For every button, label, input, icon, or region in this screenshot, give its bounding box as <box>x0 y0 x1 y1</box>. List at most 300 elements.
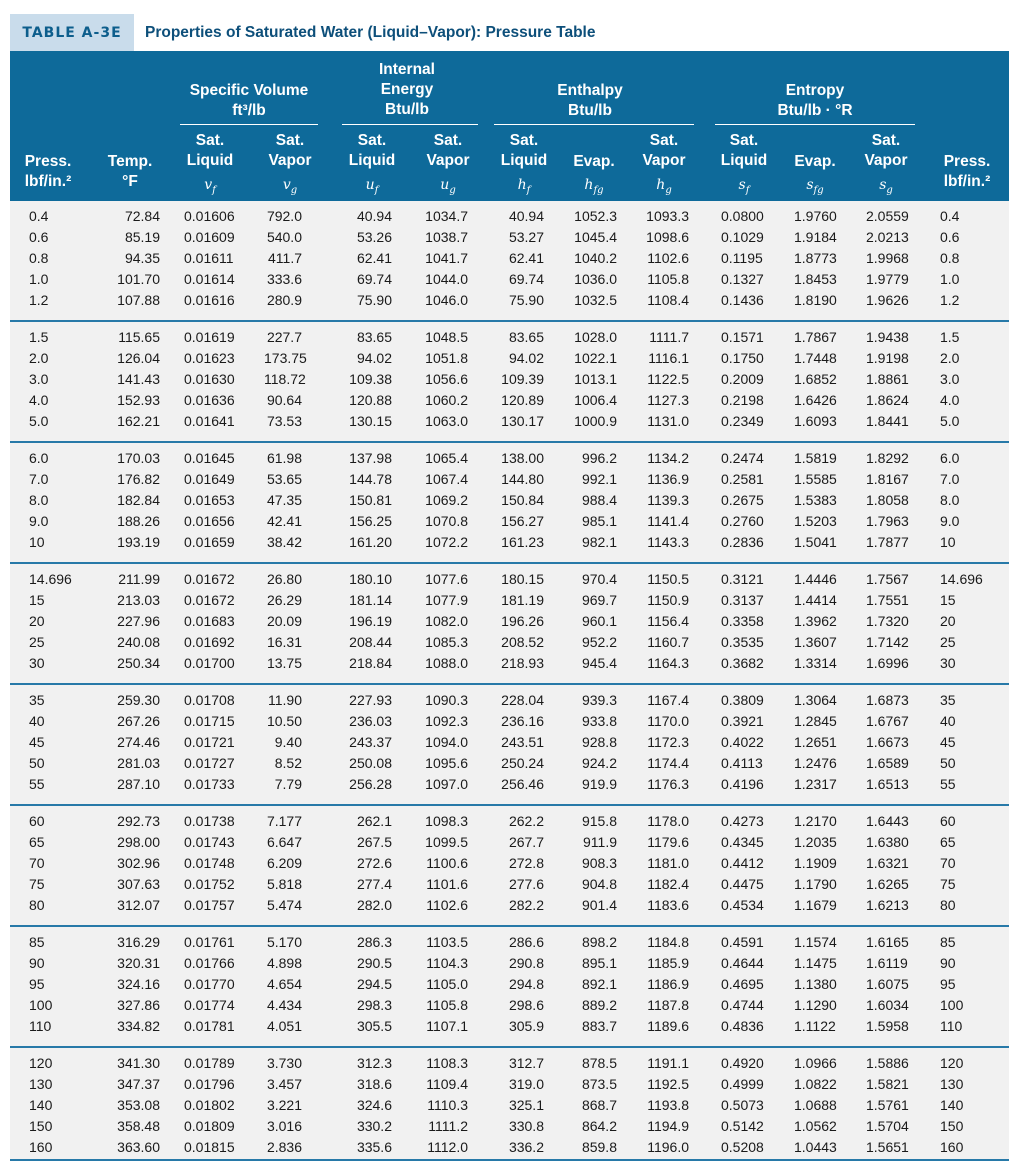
cell-temp: 298.00 <box>117 834 160 850</box>
cell-sg: 1.6673 <box>866 734 909 750</box>
cell-ug: 1111.2 <box>428 1118 468 1134</box>
cell-press: 7.0 <box>29 471 49 487</box>
cell-sf: 0.2760 <box>721 513 764 529</box>
cell-sg: 1.6321 <box>866 855 909 871</box>
cell-sfg: 1.2845 <box>794 713 837 729</box>
table-row <box>10 952 1009 973</box>
cell-temp: 182.84 <box>117 492 160 508</box>
cell-uf: 218.84 <box>349 655 392 671</box>
cell-vf: 0.01727 <box>184 755 235 771</box>
cell-temp: 72.84 <box>124 208 160 224</box>
cell-vg: 47.35 <box>266 492 302 508</box>
cell-hf: 236.16 <box>501 713 544 729</box>
cell-uf: 40.94 <box>356 208 392 224</box>
cell-press: 10 <box>29 534 45 550</box>
cell-ug: 1060.2 <box>425 392 468 408</box>
cell-temp: 274.46 <box>117 734 160 750</box>
cell-sg: 1.8624 <box>866 392 909 408</box>
cell-uf: 69.74 <box>356 271 392 287</box>
sf-symbol: $s_f$ <box>738 177 750 196</box>
vg-header <box>258 131 322 171</box>
cell-hfg: 901.4 <box>581 897 617 913</box>
cell-sf: 0.2349 <box>721 413 764 429</box>
cell-temp: 307.63 <box>117 876 160 892</box>
cell-hf: 228.04 <box>501 692 544 708</box>
cell-uf: 75.90 <box>356 292 392 308</box>
cell-hfg: 911.9 <box>583 834 617 850</box>
cell-vf: 0.01815 <box>184 1139 235 1155</box>
cell-vg: 411.7 <box>268 250 302 266</box>
cell-uf: 272.6 <box>356 855 392 871</box>
cell-ug: 1077.9 <box>425 592 468 608</box>
cell-sg: 1.6513 <box>866 776 909 792</box>
cell-sfg: 1.0822 <box>794 1076 837 1092</box>
hg-symbol: $h_g$ <box>656 177 672 196</box>
cell-uf: 243.37 <box>349 734 392 750</box>
cell-sg: 1.8058 <box>866 492 909 508</box>
cell-uf: 83.65 <box>356 329 392 345</box>
vg-header-vapor: Vapor <box>268 152 312 169</box>
table-row <box>10 773 1009 794</box>
press-header-label: Press. <box>24 153 72 170</box>
cell-press: 80 <box>29 897 45 913</box>
group-separator <box>10 925 1009 927</box>
table-body <box>10 201 1009 1161</box>
enthalpy-underline <box>494 124 694 125</box>
cell-ug: 1056.6 <box>425 371 468 387</box>
cell-hfg: 996.2 <box>581 450 617 466</box>
cell-hfg: 1052.3 <box>574 208 617 224</box>
cell-hfg: 982.1 <box>581 534 617 550</box>
cell-vf: 0.01766 <box>184 955 235 971</box>
cell-vg: 3.457 <box>266 1076 302 1092</box>
table-row <box>10 652 1009 673</box>
cell-press: 90 <box>29 955 45 971</box>
cell-press-right: 20 <box>940 613 956 629</box>
cell-press-right: 130 <box>940 1076 964 1092</box>
cell-vf: 0.01623 <box>184 350 235 366</box>
cell-sf: 0.4999 <box>721 1076 764 1092</box>
hg-header-vapor: Vapor <box>642 152 686 169</box>
cell-sfg: 1.6426 <box>794 392 837 408</box>
cell-temp: 292.73 <box>117 813 160 829</box>
cell-sf: 0.4534 <box>721 897 764 913</box>
vf-header-liquid: Liquid <box>186 152 234 169</box>
cell-uf: 196.19 <box>349 613 392 629</box>
table-row <box>10 994 1009 1015</box>
cell-sf: 0.5073 <box>721 1097 764 1113</box>
cell-hg: 1108.4 <box>647 292 689 308</box>
cell-vf: 0.01738 <box>184 813 235 829</box>
cell-press-right: 50 <box>940 755 956 771</box>
group-separator <box>10 562 1009 564</box>
table-row <box>10 831 1009 852</box>
cell-sfg: 1.9184 <box>794 229 837 245</box>
cell-sfg: 1.5203 <box>794 513 837 529</box>
sf-header <box>712 131 776 171</box>
cell-sfg: 1.7867 <box>794 329 837 345</box>
ug-header <box>416 131 480 171</box>
cell-hf: 286.6 <box>508 934 544 950</box>
table-row <box>10 568 1009 589</box>
cell-hg: 1185.9 <box>647 955 689 971</box>
cell-press-right: 25 <box>940 634 956 650</box>
cell-temp: 85.19 <box>124 229 160 245</box>
cell-press-right: 9.0 <box>940 513 960 529</box>
uf-header-liquid: Liquid <box>348 152 396 169</box>
cell-press-right: 90 <box>940 955 956 971</box>
cell-press: 120 <box>29 1055 53 1071</box>
cell-press-right: 6.0 <box>940 450 960 466</box>
cell-hfg: 859.8 <box>581 1139 617 1155</box>
cell-press: 30 <box>29 655 45 671</box>
cell-ug: 1038.7 <box>425 229 468 245</box>
table-row <box>10 447 1009 468</box>
cell-sg: 1.6265 <box>866 876 909 892</box>
cell-vf: 0.01606 <box>184 208 235 224</box>
cell-hfg: 1045.4 <box>574 229 617 245</box>
cell-press-right: 14.696 <box>940 571 983 587</box>
cell-hf: 330.8 <box>508 1118 544 1134</box>
cell-temp: 240.08 <box>117 634 160 650</box>
cell-sfg: 1.0966 <box>794 1055 837 1071</box>
cell-uf: 137.98 <box>349 450 392 466</box>
cell-temp: 213.03 <box>117 592 160 608</box>
cell-sf: 0.4273 <box>721 813 764 829</box>
cell-sf: 0.3921 <box>721 713 764 729</box>
cell-sfg: 1.2317 <box>794 776 837 792</box>
cell-ug: 1100.6 <box>426 855 468 871</box>
cell-press: 130 <box>29 1076 53 1092</box>
cell-hg: 1187.8 <box>647 997 689 1013</box>
cell-temp: 316.29 <box>117 934 160 950</box>
cell-sfg: 1.4446 <box>794 571 837 587</box>
cell-ug: 1044.0 <box>425 271 468 287</box>
cell-hg: 1189.6 <box>647 1018 689 1034</box>
cell-vg: 540.0 <box>266 229 302 245</box>
cell-temp: 320.31 <box>117 955 160 971</box>
table-tag: TABLE A-3E <box>10 14 134 51</box>
cell-ug: 1110.3 <box>427 1097 468 1113</box>
cell-hg: 1131.0 <box>647 413 689 429</box>
press-header <box>14 152 82 192</box>
cell-press: 85 <box>29 934 45 950</box>
cell-hg: 1102.6 <box>647 250 689 266</box>
cell-uf: 318.6 <box>356 1076 392 1092</box>
cell-sf: 0.2836 <box>721 534 764 550</box>
cell-hg: 1111.7 <box>649 329 689 345</box>
cell-vf: 0.01614 <box>184 271 235 287</box>
cell-ug: 1105.8 <box>426 997 468 1013</box>
table-row <box>10 810 1009 831</box>
cell-vf: 0.01653 <box>184 492 235 508</box>
cell-vf: 0.01770 <box>184 976 235 992</box>
sf-header-sat: Sat. <box>729 132 759 149</box>
cell-temp: 170.03 <box>117 450 160 466</box>
table-row <box>10 731 1009 752</box>
cell-hg: 1172.3 <box>647 734 689 750</box>
cell-uf: 150.81 <box>349 492 392 508</box>
cell-temp: 341.30 <box>117 1055 160 1071</box>
table-row <box>10 531 1009 552</box>
cell-press: 95 <box>29 976 45 992</box>
cell-press: 75 <box>29 876 45 892</box>
cell-press-right: 1.2 <box>940 292 960 308</box>
cell-uf: 250.08 <box>349 755 392 771</box>
internal-energy-underline <box>342 124 478 125</box>
cell-hg: 1136.9 <box>647 471 689 487</box>
cell-hfg: 898.2 <box>581 934 617 950</box>
cell-temp: 152.93 <box>117 392 160 408</box>
cell-vg: 13.75 <box>266 655 302 671</box>
cell-ug: 1102.6 <box>426 897 468 913</box>
cell-vg: 10.50 <box>266 713 302 729</box>
cell-hg: 1116.1 <box>648 350 689 366</box>
cell-vg: 5.170 <box>266 934 302 950</box>
cell-sf: 0.2198 <box>721 392 764 408</box>
press-right-header <box>932 152 1002 192</box>
cell-sg: 1.8861 <box>866 371 909 387</box>
cell-hg: 1191.1 <box>647 1055 689 1071</box>
cell-vf: 0.01636 <box>184 392 235 408</box>
cell-sg: 1.9438 <box>866 329 909 345</box>
cell-ug: 1072.2 <box>425 534 468 550</box>
cell-vg: 9.40 <box>274 734 302 750</box>
cell-vg: 173.75 <box>264 350 307 366</box>
cell-hf: 319.0 <box>508 1076 544 1092</box>
cell-sfg: 1.1679 <box>794 897 837 913</box>
cell-hf: 53.27 <box>508 229 544 245</box>
cell-uf: 256.28 <box>349 776 392 792</box>
cell-sg: 1.6034 <box>866 997 909 1013</box>
cell-temp: 327.86 <box>117 997 160 1013</box>
cell-sfg: 1.2651 <box>794 734 837 750</box>
table-row <box>10 931 1009 952</box>
cell-sf: 0.4345 <box>721 834 764 850</box>
ug-header-sat: Sat. <box>433 132 463 149</box>
cell-vg: 4.434 <box>266 997 302 1013</box>
cell-press-right: 8.0 <box>940 492 960 508</box>
cell-sf: 0.4113 <box>721 755 763 771</box>
cell-vf: 0.01659 <box>184 534 235 550</box>
cell-ug: 1088.0 <box>425 655 468 671</box>
cell-sfg: 1.8453 <box>794 271 837 287</box>
vf-header-sat: Sat. <box>195 132 225 149</box>
cell-press: 0.4 <box>29 208 49 224</box>
cell-uf: 277.4 <box>356 876 392 892</box>
enthalpy-label: Enthalpy <box>557 82 623 99</box>
cell-uf: 109.38 <box>349 371 392 387</box>
cell-temp: 267.26 <box>117 713 160 729</box>
cell-press-right: 55 <box>940 776 956 792</box>
cell-sfg: 1.5819 <box>794 450 837 466</box>
cell-sg: 1.6165 <box>866 934 909 950</box>
cell-uf: 156.25 <box>349 513 392 529</box>
cell-hf: 144.80 <box>501 471 544 487</box>
cell-press: 6.0 <box>29 450 49 466</box>
cell-hfg: 952.2 <box>581 634 617 650</box>
cell-vg: 3.221 <box>266 1097 302 1113</box>
cell-press: 25 <box>29 634 45 650</box>
cell-hf: 83.65 <box>508 329 544 345</box>
cell-hf: 298.6 <box>508 997 544 1013</box>
cell-hf: 109.39 <box>501 371 544 387</box>
cell-uf: 305.5 <box>356 1018 392 1034</box>
cell-sfg: 1.1122 <box>794 1018 836 1034</box>
cell-sf: 0.1327 <box>721 271 764 287</box>
cell-ug: 1090.3 <box>425 692 468 708</box>
cell-sfg: 1.5041 <box>794 534 837 550</box>
cell-ug: 1051.8 <box>425 350 468 366</box>
cell-press-right: 2.0 <box>940 350 960 366</box>
uf-header <box>340 131 404 171</box>
cell-temp: 353.08 <box>117 1097 160 1113</box>
cell-press-right: 30 <box>940 655 956 671</box>
cell-uf: 236.03 <box>349 713 392 729</box>
cell-sfg: 1.0443 <box>794 1139 837 1155</box>
cell-press-right: 0.6 <box>940 229 960 245</box>
cell-sf: 0.4836 <box>721 1018 764 1034</box>
cell-sf: 0.4591 <box>721 934 764 950</box>
cell-press-right: 0.8 <box>940 250 960 266</box>
cell-press: 1.0 <box>29 271 49 287</box>
cell-hg: 1150.9 <box>647 592 689 608</box>
cell-vg: 6.209 <box>266 855 302 871</box>
cell-vf: 0.01609 <box>184 229 235 245</box>
cell-hf: 256.46 <box>501 776 544 792</box>
cell-temp: 227.96 <box>117 613 160 629</box>
cell-vf: 0.01715 <box>184 713 235 729</box>
cell-sg: 1.6443 <box>866 813 909 829</box>
ug-symbol: $u_g$ <box>440 177 456 196</box>
cell-hg: 1122.5 <box>647 371 689 387</box>
cell-ug: 1109.4 <box>426 1076 468 1092</box>
cell-vg: 5.818 <box>266 876 302 892</box>
cell-hf: 243.51 <box>501 734 544 750</box>
cell-uf: 330.2 <box>356 1118 392 1134</box>
cell-vg: 90.64 <box>266 392 302 408</box>
cell-vg: 2.836 <box>266 1139 302 1155</box>
cell-press-right: 4.0 <box>940 392 960 408</box>
cell-ug: 1070.8 <box>425 513 468 529</box>
cell-sfg: 1.3962 <box>794 613 837 629</box>
group-separator <box>10 441 1009 443</box>
cell-hf: 40.94 <box>508 208 544 224</box>
cell-sf: 0.5208 <box>721 1139 764 1155</box>
cell-press-right: 45 <box>940 734 956 750</box>
cell-vg: 4.051 <box>266 1018 302 1034</box>
table-header <box>10 51 1009 201</box>
cell-press-right: 160 <box>940 1139 964 1155</box>
cell-sf: 0.4695 <box>721 976 764 992</box>
cell-hfg: 889.2 <box>581 997 617 1013</box>
cell-sfg: 1.0688 <box>794 1097 837 1113</box>
cell-temp: 287.10 <box>117 776 160 792</box>
cell-temp: 188.26 <box>117 513 160 529</box>
cell-sg: 1.9626 <box>866 292 909 308</box>
cell-press-right: 15 <box>940 592 956 608</box>
cell-sfg: 1.1909 <box>794 855 837 871</box>
cell-hg: 1183.6 <box>647 897 689 913</box>
cell-hg: 1174.4 <box>647 755 689 771</box>
cell-ug: 1094.0 <box>425 734 468 750</box>
enthalpy-header <box>530 81 650 121</box>
cell-vf: 0.01683 <box>184 613 235 629</box>
cell-uf: 312.3 <box>356 1055 392 1071</box>
cell-vg: 4.898 <box>266 955 302 971</box>
internal-energy-label-2: Energy <box>380 81 434 98</box>
table-row <box>10 347 1009 368</box>
cell-vf: 0.01656 <box>184 513 235 529</box>
cell-press-right: 85 <box>940 934 956 950</box>
cell-sg: 1.9779 <box>866 271 909 287</box>
sg-header-vapor: Vapor <box>864 152 908 169</box>
table-row <box>10 226 1009 247</box>
cell-sfg: 1.6852 <box>794 371 837 387</box>
hf-header-liquid: Liquid <box>500 152 548 169</box>
cell-vg: 20.09 <box>266 613 302 629</box>
cell-temp: 141.43 <box>117 371 160 387</box>
cell-hg: 1134.2 <box>647 450 689 466</box>
cell-press-right: 70 <box>940 855 956 871</box>
vf-header <box>178 131 242 171</box>
cell-press-right: 7.0 <box>940 471 960 487</box>
cell-uf: 208.44 <box>349 634 392 650</box>
cell-press: 70 <box>29 855 45 871</box>
cell-hf: 181.19 <box>501 592 544 608</box>
cell-ug: 1082.0 <box>425 613 468 629</box>
cell-sg: 1.7963 <box>866 513 909 529</box>
ug-header-vapor: Vapor <box>426 152 470 169</box>
cell-ug: 1085.3 <box>425 634 468 650</box>
cell-press-right: 10 <box>940 534 956 550</box>
press-header-unit: lbf/in.² <box>24 173 72 190</box>
cell-ug: 1065.4 <box>425 450 468 466</box>
cell-hg: 1194.9 <box>647 1118 689 1134</box>
cell-hg: 1179.6 <box>647 834 689 850</box>
cell-vf: 0.01743 <box>184 834 235 850</box>
cell-press-right: 35 <box>940 692 956 708</box>
cell-press: 4.0 <box>29 392 49 408</box>
cell-vg: 792.0 <box>266 208 302 224</box>
cell-vf: 0.01802 <box>184 1097 235 1113</box>
cell-hfg: 919.9 <box>581 776 617 792</box>
cell-hfg: 908.3 <box>581 855 617 871</box>
cell-press: 14.696 <box>29 571 72 587</box>
cell-vf: 0.01630 <box>184 371 235 387</box>
sg-header <box>854 131 918 171</box>
cell-ug: 1067.4 <box>425 471 468 487</box>
cell-press: 15 <box>29 592 45 608</box>
cell-sg: 2.0213 <box>866 229 909 245</box>
group-separator <box>10 804 1009 806</box>
cell-vf: 0.01645 <box>184 450 235 466</box>
cell-vf: 0.01809 <box>184 1118 235 1134</box>
cell-temp: 259.30 <box>117 692 160 708</box>
cell-sf: 0.3809 <box>721 692 764 708</box>
cell-hfg: 945.4 <box>581 655 617 671</box>
cell-sg: 1.6589 <box>866 755 909 771</box>
table-row <box>10 326 1009 347</box>
cell-vg: 280.9 <box>266 292 302 308</box>
group-separator <box>10 1046 1009 1048</box>
cell-hfg: 1000.9 <box>574 413 617 429</box>
cell-hf: 277.6 <box>508 876 544 892</box>
cell-hfg: 868.7 <box>581 1097 617 1113</box>
table-row <box>10 268 1009 289</box>
cell-vg: 118.72 <box>264 371 306 387</box>
cell-hf: 282.2 <box>508 897 544 913</box>
